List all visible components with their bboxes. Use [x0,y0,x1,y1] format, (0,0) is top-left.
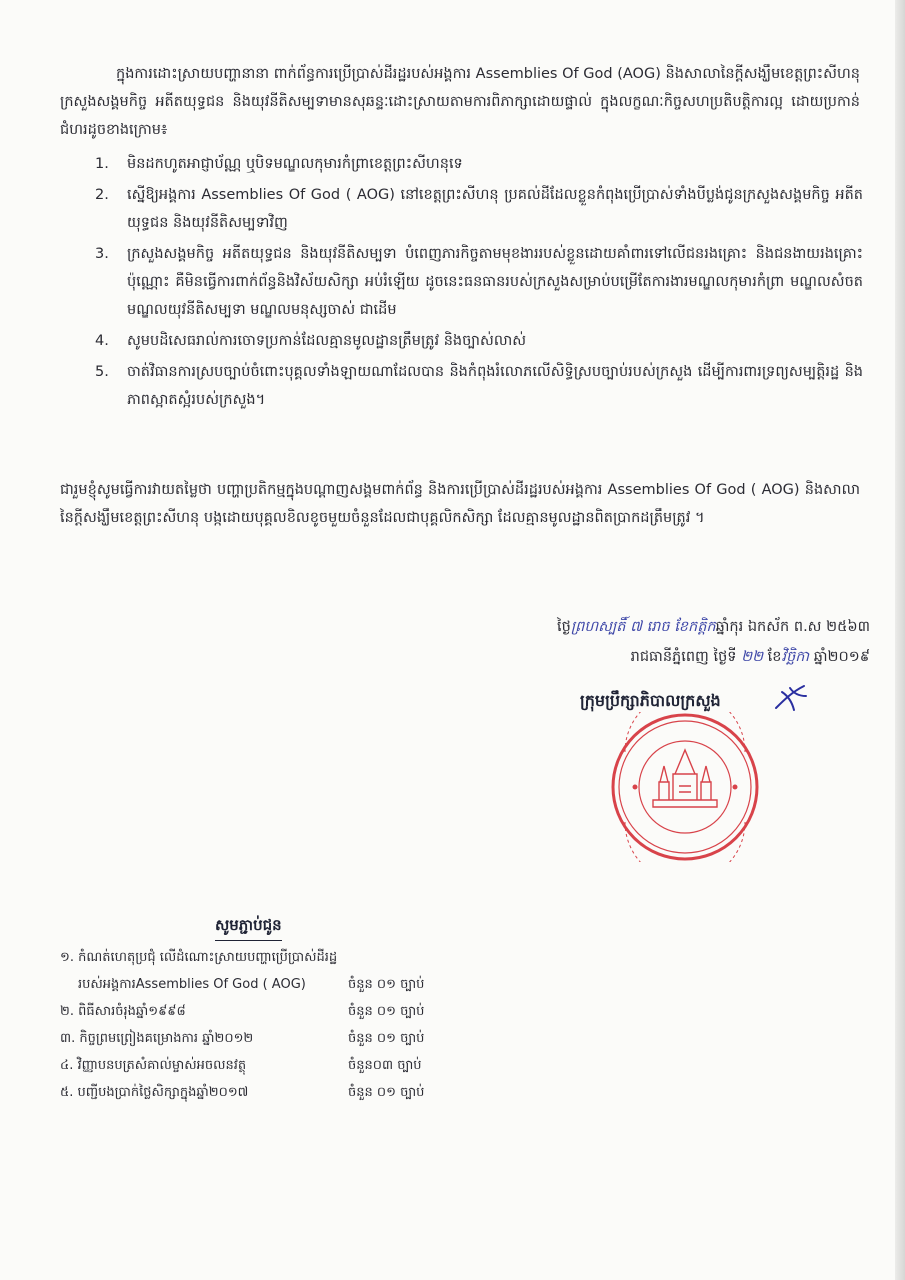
intro-text: ក្នុងការដោះស្រាយបញ្ហានានា ពាក់ព័ន្ធការប្រើប្រាស់ដីរដ្ឋរបស់អង្គការ Assemblies Of God (AOG) និងសាលានៃក្តីសង្ឃឹមខេត្តព្រះសីហនុ ក្រសួងសង្គមកិច្ច អតីតយុទ្ធជន និងយុវនីតិសម្បទាមានសុឆន្ទៈដោះស្រាយតាមការពិភាក្សាដោយផ្ទាល់ ក្នុងលក្ខណៈកិច្ចសហប្រតិបត្តិការល្អ ដោយប្រកាន់ជំហរដូចខាងក្រោម៖ [60,66,860,138]
intro-paragraph [60,60,860,144]
table-row [60,971,460,998]
list-item-text: មិនដកហូតអាជ្ញាប័ណ្ណ ឬបិទមណ្ឌលកុមារកំព្រាខេត្តព្រះសីហនុទេ [127,156,463,172]
annex-qty: ចំនួន០៣ ច្បាប់ [348,1058,422,1073]
list-item-text: ស្នើឱ្យអង្គការ Assemblies Of God ( AOG) នៅខេត្តព្រះសីហនុ ប្រគល់ដីដែលខ្លួនកំពុងប្រើប្រាស់ទាំងបីប្លង់ជូនក្រសួងសង្គមកិច្ច អតីតយុទ្ធជន និងយុវនីតិសម្បទាវិញ [127,187,863,231]
annex-item: ៣. កិច្ចព្រមព្រៀងគម្រោងការ ឆ្នាំ២០១២ [60,1031,254,1046]
annex-qty: ចំនួន ០១ ច្បាប់ [348,1004,425,1019]
table-row [60,998,460,1025]
list-item-number: 4. [95,333,109,349]
annex-item: ២. ពិធីសារចំរុងឆ្នាំ១៩៩៨ [60,1004,186,1019]
solar-day-handwritten: ២២ [741,649,764,665]
page-edge-shadow [895,0,905,1280]
solar-prefix: រាជធានីភ្នំពេញ ថ្ងៃទី [630,649,737,665]
annex-title-text: សូមភ្ជាប់ជូន [215,916,282,934]
list-item-text: ចាត់វិធានការស្របច្បាប់ចំពោះបុគ្គលទាំងឡាយណាដែលបាន និងកំពុងរំលោភលើសិទ្ធិស្របច្បាប់របស់ក្រសួង ដើម្បីការពារទ្រព្យសម្បត្តិរដ្ឋ និងភាពស្អាតស្អំរបស់ក្រសួង។ [127,364,863,408]
annex-item: ១. កំណត់ហេតុប្រជុំ លើដំណោះស្រាយបញ្ហាប្រើប្រាស់ដីរដ្ឋ [60,950,338,965]
points-list [95,150,863,417]
signature-mark-icon [770,682,810,714]
lunar-handwritten: ព្រហស្បតិ៍ ៧ រោច ខែកត្តិក [570,619,716,635]
solar-month-handwritten: វិច្ឆិកា [781,649,810,665]
conclusion-text: ជារួមខ្ញុំសូមធ្វើការវាយតម្លៃថា បញ្ហាប្រតិកម្មក្នុងបណ្តាញសង្គមពាក់ព័ន្ធ និងការប្រើប្រាស់ដីរដ្ឋរបស់អង្គការ Assemblies Of God ( AOG) និងសាលានៃក្តីសង្ឃឹមខេត្តព្រះសីហនុ បង្កដោយបុគ្គលខិលខូចមួយចំនួនដែលជាបុគ្គលិកសិក្សា ដែលគ្មានមូលដ្ឋានពិតប្រាកដត្រឹមត្រូវ ។ [60,482,860,526]
signatory-title: ក្រុមប្រឹក្សាភិបាលក្រសួង [580,691,721,710]
table-row [60,944,460,971]
list-item-number: 3. [95,246,109,262]
annex-qty: ចំនួន ០១ ច្បាប់ [348,1031,425,1046]
lunar-suffix: ឆ្នាំកុរ ឯកស័ក ព.ស ២៥៦៣ [715,619,870,635]
annex-qty: ចំនួន ០១ ច្បាប់ [348,1085,425,1100]
list-item [95,327,863,355]
conclusion-paragraph [60,476,860,532]
solar-date-line [440,642,870,672]
official-seal-icon [585,712,785,862]
list-item-number: 2. [95,187,109,203]
solar-year: ឆ្នាំ២០១៩ [813,649,870,665]
lunar-date-line [440,612,870,642]
lunar-prefix: ថ្ងៃ [557,619,571,635]
annex-item: ៤. វិញ្ញាបនបត្រសំគាល់ម្ចាស់អចលនវត្ថុ [60,1058,247,1073]
list-item [95,358,863,414]
list-item [95,240,863,324]
table-row [60,1025,460,1052]
list-item [95,181,863,237]
table-row [60,1079,460,1106]
list-item-number: 5. [95,364,109,380]
list-item-text: ក្រសួងសង្គមកិច្ច អតីតយុទ្ធជន និងយុវនីតិសម្បទា បំពេញភារកិច្ចតាមមុខងាររបស់ខ្លួនដោយគាំពារទៅលើជនរងគ្រោះ និងជនងាយរងគ្រោះប៉ុណ្ណោះ គឺមិនធ្វើការពាក់ព័ន្ធនិងវិស័យសិក្សា អប់រំឡើយ ដូចនេះធនធានរបស់ក្រសួងសម្រាប់បម្រើតែការងារមណ្ឌលកុមារកំព្រា មណ្ឌលសំចត មណ្ឌលយុវនីតិសម្បទា មណ្ឌលមនុស្សចាស់ ជាដើម [127,246,863,318]
annex-title [215,916,282,938]
list-item-number: 1. [95,156,109,172]
solar-month-label: ខែ [767,649,782,665]
list-item-text: សូមបដិសេធរាល់ការចោទប្រកាន់ដែលគ្មានមូលដ្ឋានត្រឹមត្រូវ និងច្បាស់លាស់ [127,333,527,349]
list-item [95,150,863,178]
annex-qty: ចំនួន ០១ ច្បាប់ [348,977,425,992]
annex-title-underline [215,940,282,941]
annex-list [60,944,460,1106]
dateline [440,612,870,672]
annex-item: របស់អង្គការAssemblies Of God ( AOG) [78,977,306,992]
table-row [60,1052,460,1079]
annex-item: ៥. បញ្ជីបងប្រាក់ថ្លៃសិក្សាក្នុងឆ្នាំ២០១៧ [60,1085,249,1100]
